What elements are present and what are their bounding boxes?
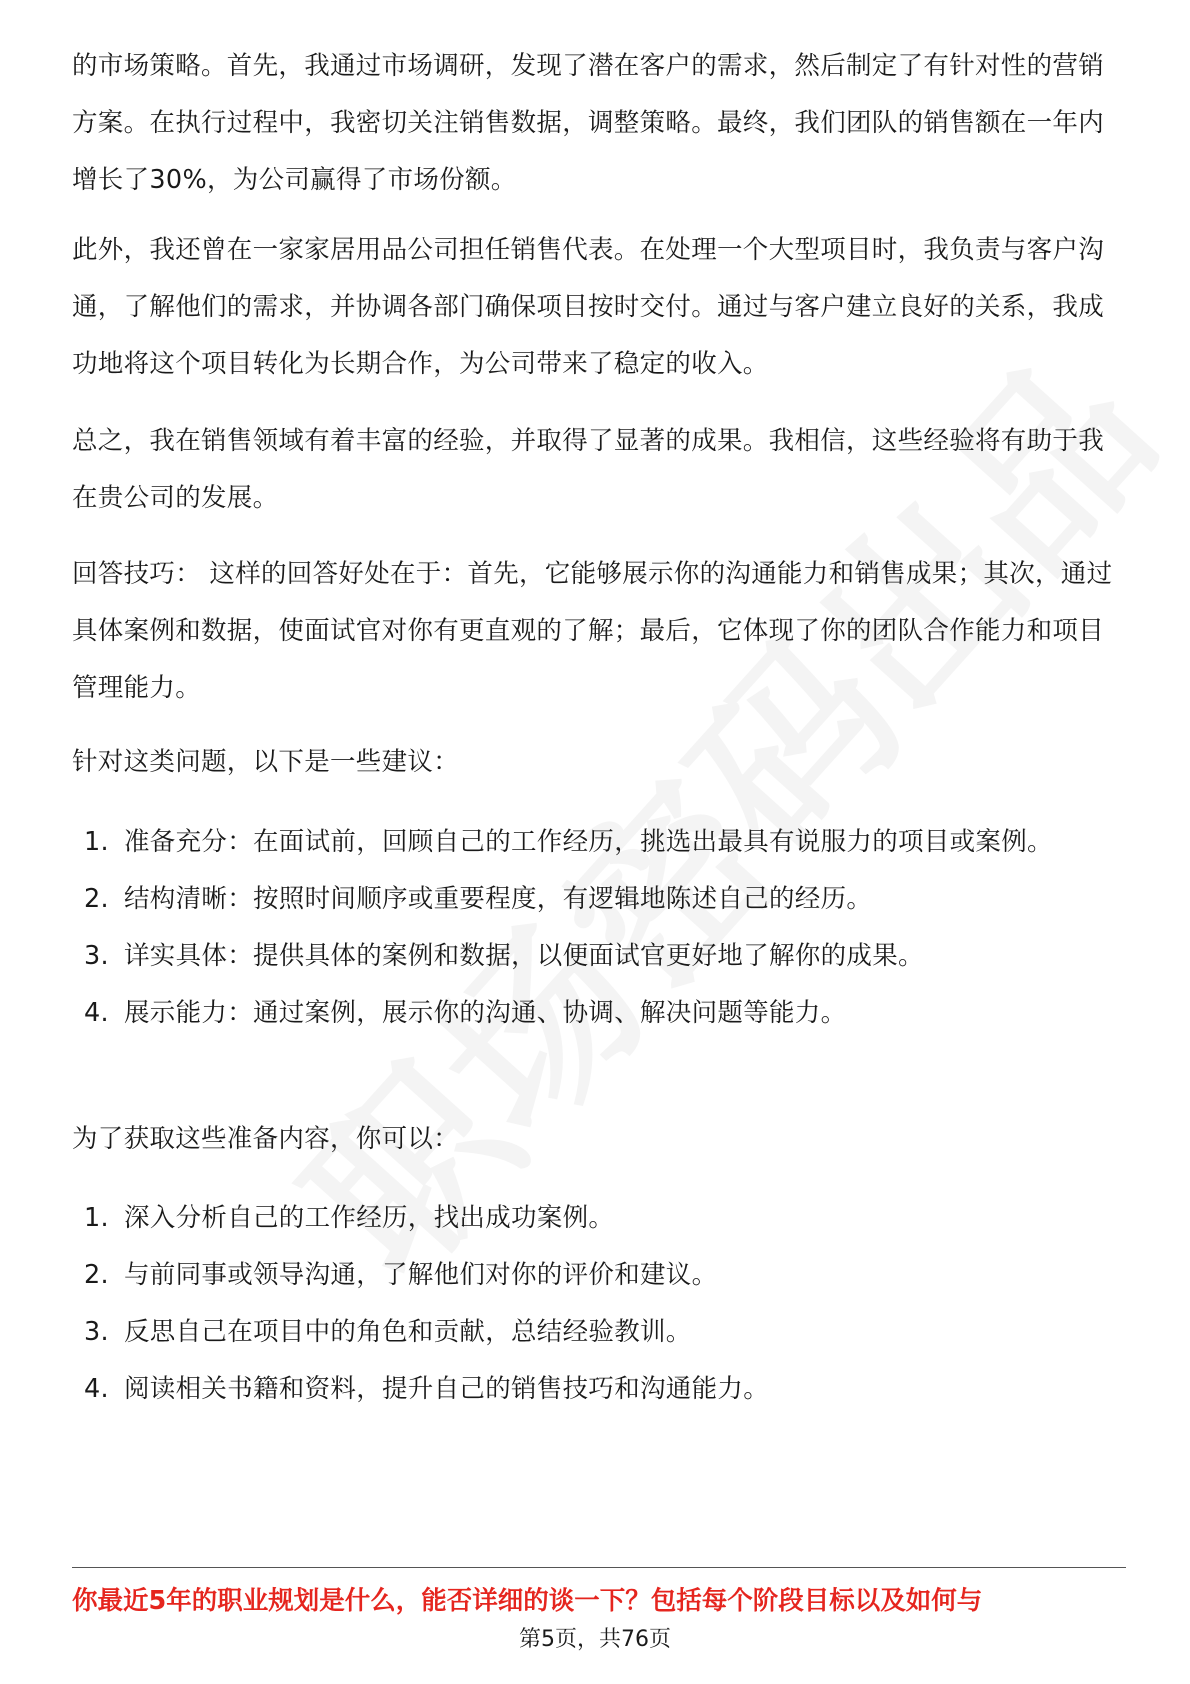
list-number: 2.	[84, 884, 109, 914]
list-item	[0, 985, 1190, 1042]
list-item	[0, 871, 1190, 928]
paragraph-market-strategy: 的市场策略。首先，我通过市场调研，发现了潜在客户的需求，然后制定了有针对性的营销方案。在执行过程中，我密切关注销售数据，调整策略。最终，我们团队的销售额在一年内增长了30%，为公司赢得了市场份额。	[72, 51, 1105, 195]
paragraph-answer-tips: 回答技巧： 这样的回答好处在于：首先，它能够展示你的沟通能力和销售成果；其次，通过具体案例和数据，使面试官对你有更直观的了解；最后，它体现了你的团队合作能力和项目管理能力。	[72, 559, 1113, 703]
divider	[72, 1567, 1126, 1568]
list-number: 2.	[84, 1260, 109, 1290]
list-text: 与前同事或领导沟通，了解他们对你的评价和建议。	[124, 1260, 718, 1290]
list-number: 4.	[84, 998, 109, 1028]
list-item	[0, 1190, 1190, 1247]
paragraph-suggestions-intro: 针对这类问题，以下是一些建议：	[72, 747, 460, 777]
page-number: 第5页，共76页	[519, 1627, 671, 1652]
list-number: 3.	[84, 941, 109, 971]
list-text: 阅读相关书籍和资料，提升自己的销售技巧和沟通能力。	[124, 1374, 770, 1404]
next-question-heading: 你最近5年的职业规划是什么，能否详细的谈一下？包括每个阶段目标以及如何与	[72, 1586, 983, 1616]
paragraph-home-goods: 此外，我还曾在一家家居用品公司担任销售代表。在处理一个大型项目时，我负责与客户沟通，了解他们的需求，并协调各部门确保项目按时交付。通过与客户建立良好的关系，我成功地将这个项目转化为长期合作，为公司带来了稳定的收入。	[72, 235, 1105, 379]
list-item	[0, 1361, 1190, 1418]
list-text: 详实具体：提供具体的案例和数据，以便面试官更好地了解你的成果。	[124, 941, 924, 971]
preparation-list	[0, 1190, 1190, 1418]
paragraph-preparation-intro: 为了获取这些准备内容，你可以：	[72, 1124, 460, 1154]
list-number: 1.	[84, 827, 109, 857]
suggestions-list	[0, 814, 1190, 1042]
list-item	[0, 1247, 1190, 1304]
paragraph-summary: 总之，我在销售领域有着丰富的经验，并取得了显著的成果。我相信，这些经验将有助于我在贵公司的发展。	[72, 426, 1105, 513]
list-text: 深入分析自己的工作经历，找出成功案例。	[124, 1203, 615, 1233]
list-item	[0, 814, 1190, 871]
list-text: 准备充分：在面试前，回顾自己的工作经历，挑选出最具有说服力的项目或案例。	[124, 827, 1053, 857]
list-number: 3.	[84, 1317, 109, 1347]
list-item	[0, 928, 1190, 985]
list-text: 展示能力：通过案例，展示你的沟通、协调、解决问题等能力。	[124, 998, 847, 1028]
list-item	[0, 1304, 1190, 1361]
list-text: 反思自己在项目中的角色和贡献，总结经验教训。	[124, 1317, 692, 1347]
list-number: 1.	[84, 1203, 109, 1233]
list-text: 结构清晰：按照时间顺序或重要程度，有逻辑地陈述自己的经历。	[124, 884, 873, 914]
list-number: 4.	[84, 1374, 109, 1404]
